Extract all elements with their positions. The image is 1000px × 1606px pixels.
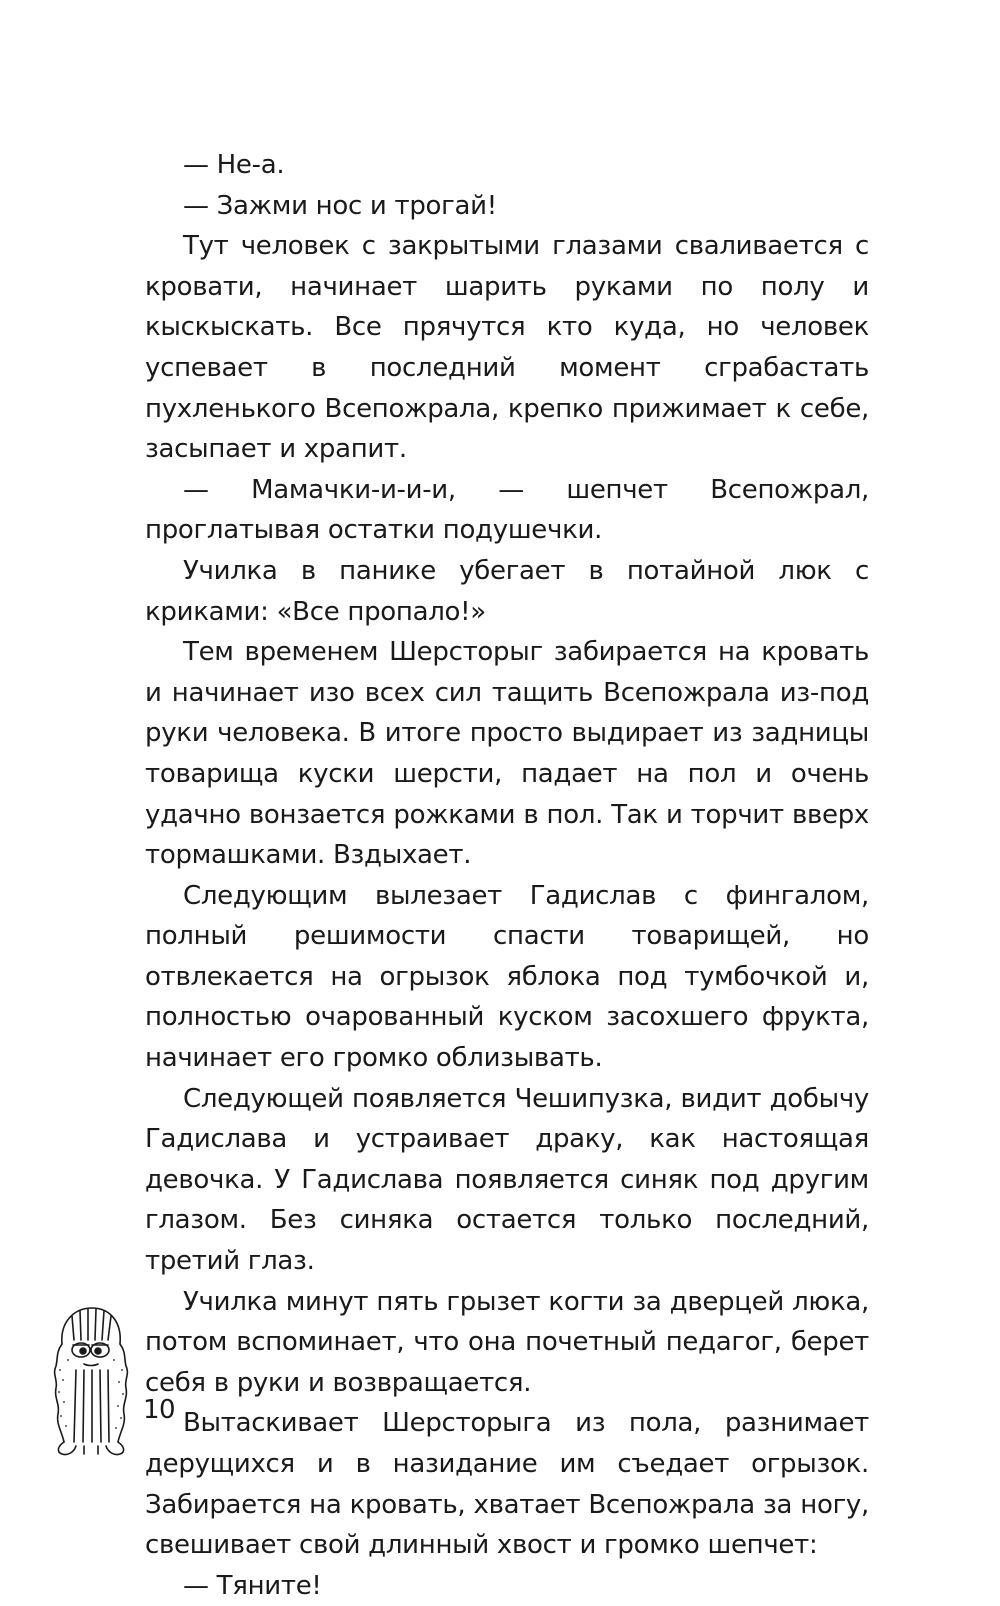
page-number: 10 xyxy=(143,1395,176,1425)
paragraph: Училка в панике убегает в потайной люк с криками: «Все пропало!» xyxy=(145,555,869,627)
paragraph: — Не-а. xyxy=(183,150,285,180)
paragraph: Вытаскивает Шерсторыга из пола, разнимает дерущихся и в назидание им съедает огрызок. Забирается на кровать, хватает Всепожрала за ногу, свешивает свой длинный хвост и громко шепчет: xyxy=(145,1408,869,1561)
paragraph: — Мамачки-и-и-и, — шепчет Всепожрал, проглатывая остатки подушечки. xyxy=(145,474,869,546)
paragraph: Училка минут пять грызет когти за дверцей люка, потом вспоминает, что она почетный педагог, берет себя в руки и возвращается. xyxy=(145,1286,869,1398)
paragraph: — Зажми нос и трогай! xyxy=(183,190,497,221)
paragraph: Тут человек с закрытыми глазами сваливается с кровати, начинает шарить руками по полу и кыскыскать. Все прячутся кто куда, но человек успевает в последний момент сграбастать пухленького Всепожрала, крепко прижимает к себе, засыпает и храпит. xyxy=(145,231,869,465)
paragraph: Следующей появляется Чешипузка, видит добычу Гадислава и устраивает драку, как настоящая девочка. У Гадислава появляется синяк под другим глазом. Без синяка остается только последний, третий глаз. xyxy=(145,1083,869,1277)
body-text xyxy=(145,145,869,1606)
paragraph: Тем временем Шерсторыг забирается на кровать и начинает изо всех сил тащить Всепожрала из-под руки человека. В итоге просто выдирает из задницы товарища куски шерсти, падает на пол и очень удачно вонзается рожками в пол. Так и торчит вверх тормашками. Вздыхает. xyxy=(145,637,869,871)
furry-three-eyed-creature-icon xyxy=(48,1300,134,1470)
paragraph: — Тяните! xyxy=(183,1570,322,1601)
paragraph: Следующим вылезает Гадислав с фингалом, полный решимости спасти товарищей, но отвлекается на огрызок яблока под тумбочкой и, полностью очарованный куском засохшего фрукта, начинает его громко облизывать. xyxy=(145,880,869,1074)
